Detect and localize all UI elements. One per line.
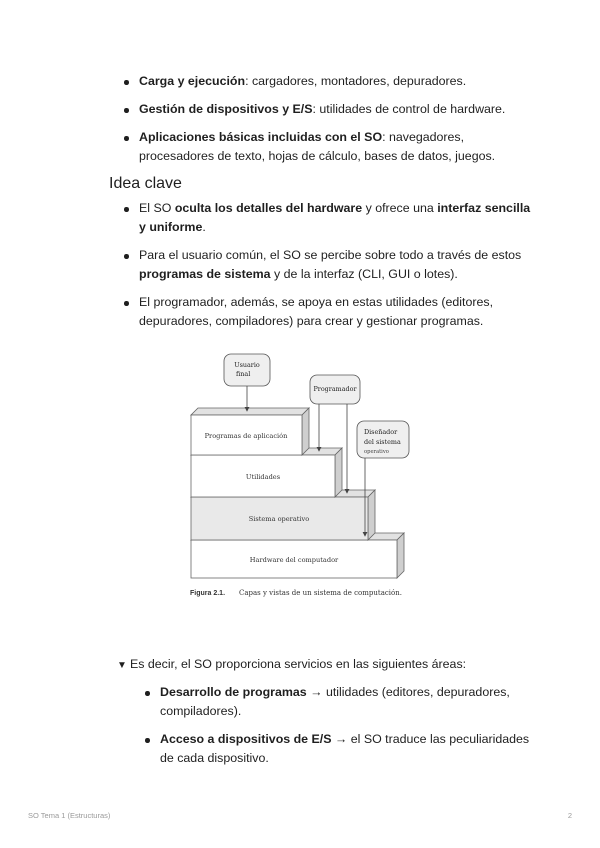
user-label-1: Usuario [234, 361, 260, 369]
list-item: El programador, además, se apoya en estas utilidades (editores, depuradores, compiladores) para crear y gestionar programas. [117, 293, 537, 331]
toggle-block[interactable] [117, 655, 466, 675]
layer-os-side [368, 490, 375, 540]
list-item: Acceso a dispositivos de E/S → el SO traduce las peculiaridades de cada dispositivo. [138, 730, 538, 768]
programmer-label: Programador [313, 385, 357, 393]
list-item: Aplicaciones básicas incluidas con el SO: navegadores, procesadores de texto, hojas de cálculo, bases de datos, juegos. [117, 128, 537, 166]
layer-hw-label: Hardware del computador [249, 556, 339, 564]
page-number: 2 [567, 811, 572, 820]
layer-utils-side [335, 448, 342, 497]
layer-apps-side [302, 408, 309, 455]
layers-figure [185, 350, 415, 610]
user-label-2: final [236, 370, 251, 378]
idea-bullet-list [117, 199, 537, 340]
list-item: Desarrollo de programas → utilidades (editores, depuradores, compiladores). [138, 683, 538, 721]
figure-caption-number: Figura 2.1. [190, 590, 226, 597]
toggle-text: Es decir, el SO proporciona servicios en las siguientes áreas: [130, 657, 467, 671]
designer-label-2: del sistema [364, 438, 401, 446]
areas-bullet-list [138, 683, 538, 777]
section-heading: Idea clave [109, 175, 182, 192]
list-item: El SO oculta los detalles del hardware y ofrece una interfaz sencilla y uniforme. [117, 199, 537, 237]
list-item: Para el usuario común, el SO se percibe sobre todo a través de estos programas de sistema y de la interfaz (CLI, GUI o lotes). [117, 246, 537, 284]
layer-apps-depth [191, 408, 309, 415]
designer-label-3: operativo [364, 449, 389, 455]
layer-os-label: Sistema operativo [248, 515, 310, 523]
footer-title: SO Tema 1 (Estructuras) [28, 811, 111, 820]
figure-caption-text: Capas y vistas de un sistema de computación. [239, 589, 402, 597]
list-item: Gestión de dispositivos y E/S: utilidades de control de hardware. [117, 100, 537, 119]
layer-apps-label: Programas de aplicación [204, 432, 288, 440]
layer-hardware-side [397, 533, 404, 578]
layer-utils-label: Utilidades [245, 473, 281, 481]
top-bullet-list [117, 72, 537, 175]
toggle-triangle-icon[interactable]: ▼ [117, 660, 127, 671]
list-item: Carga y ejecución: cargadores, montadores, depuradores. [117, 72, 537, 91]
designer-label-1: Diseñador [364, 428, 398, 436]
